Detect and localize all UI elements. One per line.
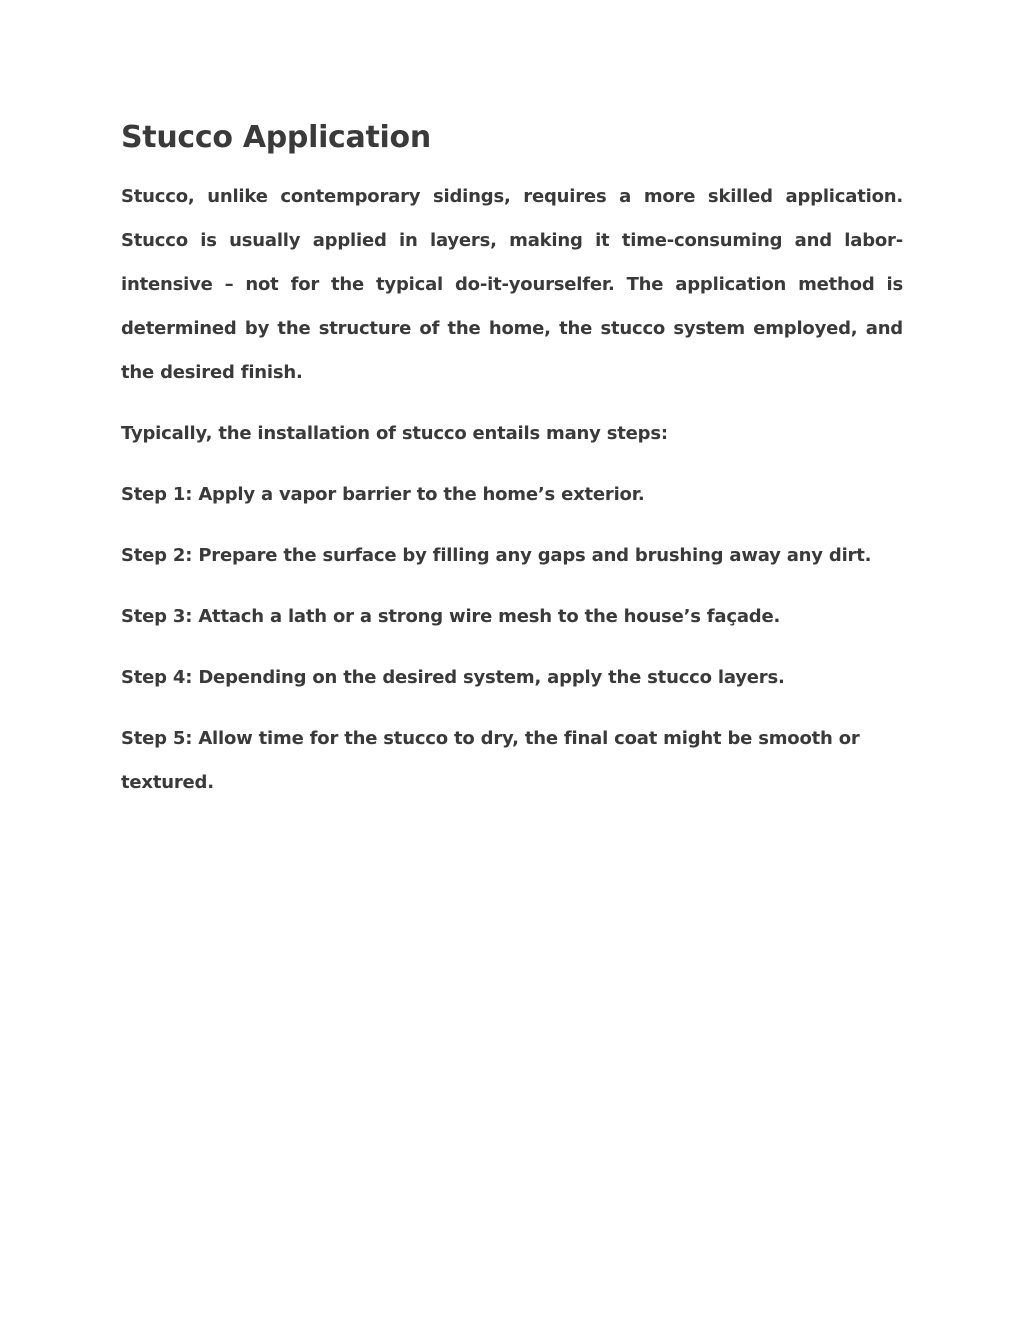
document-page — [121, 118, 903, 805]
intro-paragraph: Stucco, unlike contemporary sidings, requires a more skilled application. Stucco is usually applied in layers, making it time-consuming and labor-intensive – not for the typical do-it-yourselfer. The application method is determined by the structure of the home, the stucco system employed, and the desired finish. — [121, 186, 903, 383]
step-item: Step 1: Apply a vapor barrier to the home’s exterior. — [121, 484, 645, 505]
step-item: Step 2: Prepare the surface by filling any gaps and brushing away any dirt. — [121, 545, 872, 566]
steps-lead-paragraph: Typically, the installation of stucco entails many steps: — [121, 423, 668, 444]
step-item: Step 3: Attach a lath or a strong wire mesh to the house’s façade. — [121, 606, 781, 627]
steps-list — [121, 473, 903, 805]
step-item: Step 5: Allow time for the stucco to dry, the final coat might be smooth or textured. — [121, 728, 860, 793]
document-title: Stucco Application — [121, 120, 431, 155]
step-item: Step 4: Depending on the desired system, apply the stucco layers. — [121, 667, 785, 688]
